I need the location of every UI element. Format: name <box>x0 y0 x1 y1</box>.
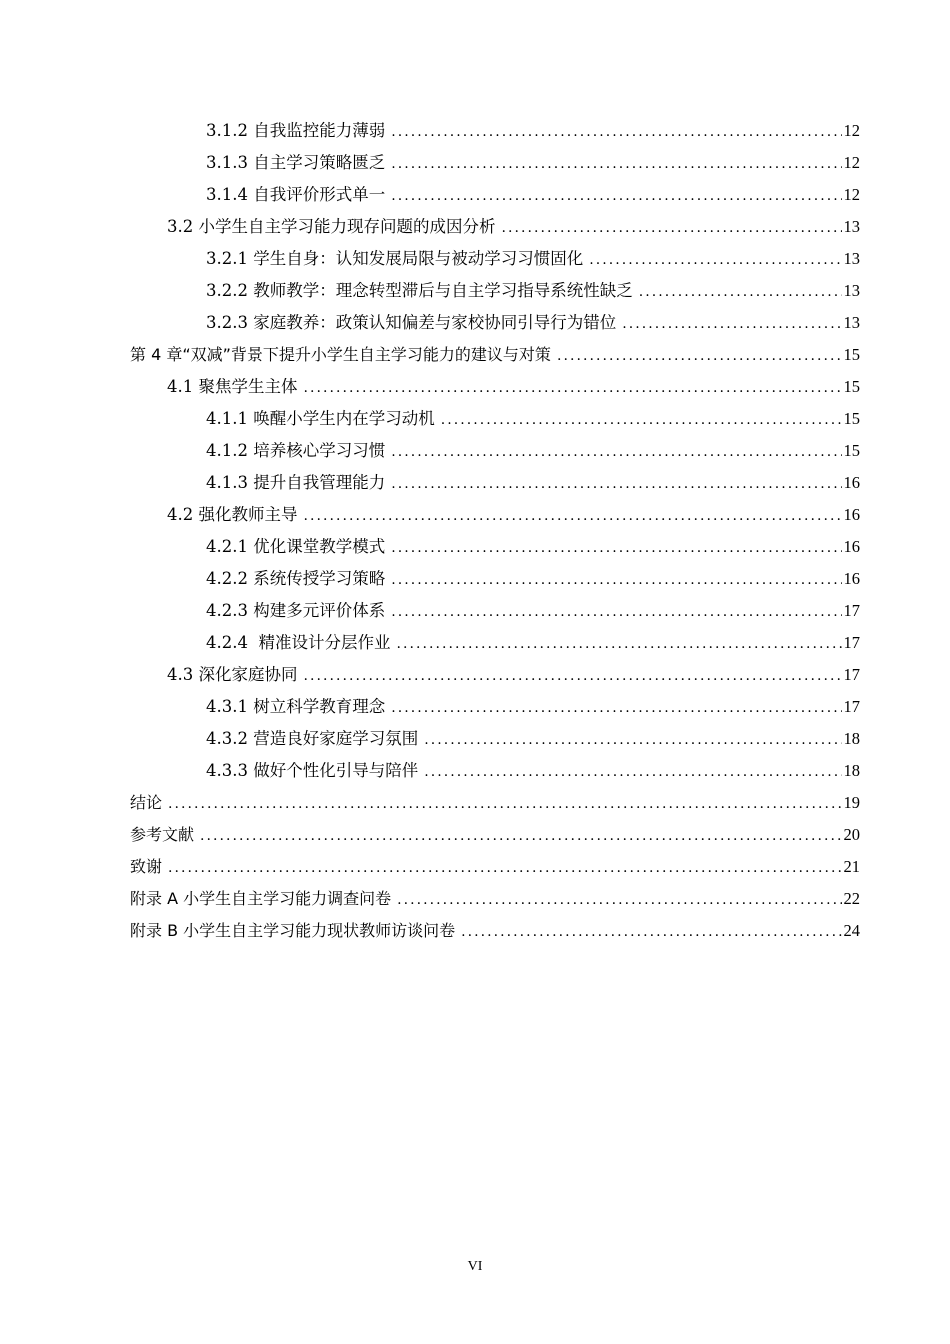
toc-entry-page: 12 <box>843 185 860 204</box>
dot-leader <box>424 724 841 756</box>
toc-entry-title: 4.2 强化教师主导 <box>167 505 298 524</box>
toc-entry[interactable] <box>130 563 860 595</box>
toc-entry[interactable] <box>130 339 860 371</box>
toc-entry-page: 18 <box>843 761 860 780</box>
toc-entry-title: 4.3.3 做好个性化引导与陪伴 <box>206 761 419 780</box>
toc-entry[interactable] <box>130 755 860 787</box>
toc-entry[interactable] <box>130 115 860 147</box>
toc-entry-page: 13 <box>843 281 860 300</box>
toc-entry[interactable] <box>130 275 860 307</box>
toc-entry-page: 16 <box>843 569 860 588</box>
toc-entry-page: 16 <box>843 473 860 492</box>
dot-leader <box>391 436 841 468</box>
dot-leader <box>200 820 841 852</box>
toc-entry-title: 4.3 深化家庭协同 <box>167 665 298 684</box>
table-of-contents <box>130 115 860 947</box>
toc-entry[interactable] <box>130 819 860 851</box>
toc-entry[interactable] <box>130 147 860 179</box>
toc-entry[interactable] <box>130 595 860 627</box>
dot-leader <box>396 628 841 660</box>
dot-leader <box>622 308 841 340</box>
toc-entry[interactable] <box>130 915 860 947</box>
dot-leader <box>391 692 841 724</box>
toc-entry[interactable] <box>130 403 860 435</box>
dot-leader <box>304 372 842 404</box>
dot-leader <box>391 564 841 596</box>
toc-entry-title: 3.1.4 自我评价形式单一 <box>206 185 386 204</box>
toc-entry-page: 15 <box>843 377 860 396</box>
toc-entry[interactable] <box>130 371 860 403</box>
dot-leader <box>391 180 841 212</box>
toc-entry[interactable] <box>130 627 860 659</box>
toc-entry[interactable] <box>130 723 860 755</box>
toc-entry[interactable] <box>130 787 860 819</box>
page-number-footer: VI <box>467 1259 483 1274</box>
toc-entry-page: 17 <box>843 665 860 684</box>
toc-entry-title: 附录 B 小学生自主学习能力现状教师访谈问卷 <box>130 921 456 940</box>
toc-entry-title: 3.2.1 学生自身：认知发展局限与被动学习习惯固化 <box>206 249 584 268</box>
toc-entry-title: 致谢 <box>130 857 163 876</box>
toc-entry-title: 3.2.2 教师教学：理念转型滞后与自主学习指导系统性缺乏 <box>206 281 633 300</box>
dot-leader <box>502 212 842 244</box>
toc-entry-title: 4.2.4 精准设计分层作业 <box>206 633 391 652</box>
toc-entry-page: 20 <box>843 825 860 844</box>
toc-entry[interactable] <box>130 659 860 691</box>
toc-entry[interactable] <box>130 435 860 467</box>
toc-entry[interactable] <box>130 243 860 275</box>
dot-leader <box>461 916 841 948</box>
toc-entry[interactable] <box>130 851 860 883</box>
toc-entry-title: 4.3.1 树立科学教育理念 <box>206 697 386 716</box>
toc-entry-title: 4.1.1 唤醒小学生内在学习动机 <box>206 409 435 428</box>
toc-entry-title: 附录 A 小学生自主学习能力调查问卷 <box>130 889 392 908</box>
toc-entry-title: 结论 <box>130 793 163 812</box>
toc-entry[interactable] <box>130 467 860 499</box>
toc-entry-page: 18 <box>843 729 860 748</box>
toc-entry-page: 24 <box>843 921 860 940</box>
dot-leader <box>304 500 842 532</box>
toc-entry-page: 13 <box>843 313 860 332</box>
toc-entry-page: 17 <box>843 633 860 652</box>
toc-entry[interactable] <box>130 211 860 243</box>
toc-entry-title: 参考文献 <box>130 825 195 844</box>
toc-entry-title: 4.1.2 培养核心学习习惯 <box>206 441 386 460</box>
dot-leader <box>168 852 841 884</box>
toc-entry-title: 第 4 章“双减”背景下提升小学生自主学习能力的建议与对策 <box>130 345 551 364</box>
toc-entry-page: 22 <box>843 889 860 908</box>
dot-leader <box>168 788 841 820</box>
toc-entry-title: 3.1.3 自主学习策略匮乏 <box>206 153 386 172</box>
toc-entry-title: 4.2.1 优化课堂教学模式 <box>206 537 386 556</box>
toc-entry-page: 13 <box>843 217 860 236</box>
toc-entry-page: 17 <box>843 697 860 716</box>
dot-leader <box>391 468 841 500</box>
toc-entry[interactable] <box>130 691 860 723</box>
dot-leader <box>391 532 841 564</box>
dot-leader <box>304 660 842 692</box>
toc-entry[interactable] <box>130 883 860 915</box>
dot-leader <box>424 756 841 788</box>
toc-entry[interactable] <box>130 179 860 211</box>
toc-entry-page: 12 <box>843 153 860 172</box>
dot-leader <box>557 340 842 372</box>
toc-entry-title: 4.2.3 构建多元评价体系 <box>206 601 386 620</box>
toc-entry-title: 3.1.2 自我监控能力薄弱 <box>206 121 386 140</box>
dot-leader <box>397 884 841 916</box>
toc-entry-page: 21 <box>843 857 860 876</box>
toc-entry-title: 4.3.2 营造良好家庭学习氛围 <box>206 729 419 748</box>
toc-entry-page: 13 <box>843 249 860 268</box>
dot-leader <box>441 404 842 436</box>
toc-entry-page: 15 <box>843 441 860 460</box>
toc-entry-title: 4.1 聚焦学生主体 <box>167 377 298 396</box>
dot-leader <box>639 276 842 308</box>
toc-entry-title: 3.2.3 家庭教养：政策认知偏差与家校协同引导行为错位 <box>206 313 617 332</box>
toc-entry-page: 15 <box>843 345 860 364</box>
toc-entry[interactable] <box>130 531 860 563</box>
toc-entry-page: 17 <box>843 601 860 620</box>
toc-entry-title: 4.2.2 系统传授学习策略 <box>206 569 386 588</box>
toc-entry-title: 4.1.3 提升自我管理能力 <box>206 473 386 492</box>
toc-entry-page: 12 <box>843 121 860 140</box>
toc-entry-page: 16 <box>843 537 860 556</box>
dot-leader <box>391 148 841 180</box>
toc-entry[interactable] <box>130 307 860 339</box>
toc-entry-page: 15 <box>843 409 860 428</box>
toc-entry-title: 3.2 小学生自主学习能力现存问题的成因分析 <box>167 217 496 236</box>
dot-leader <box>391 596 841 628</box>
toc-entry[interactable] <box>130 499 860 531</box>
dot-leader <box>589 244 841 276</box>
dot-leader <box>391 116 841 148</box>
toc-entry-page: 19 <box>843 793 860 812</box>
toc-entry-page: 16 <box>843 505 860 524</box>
